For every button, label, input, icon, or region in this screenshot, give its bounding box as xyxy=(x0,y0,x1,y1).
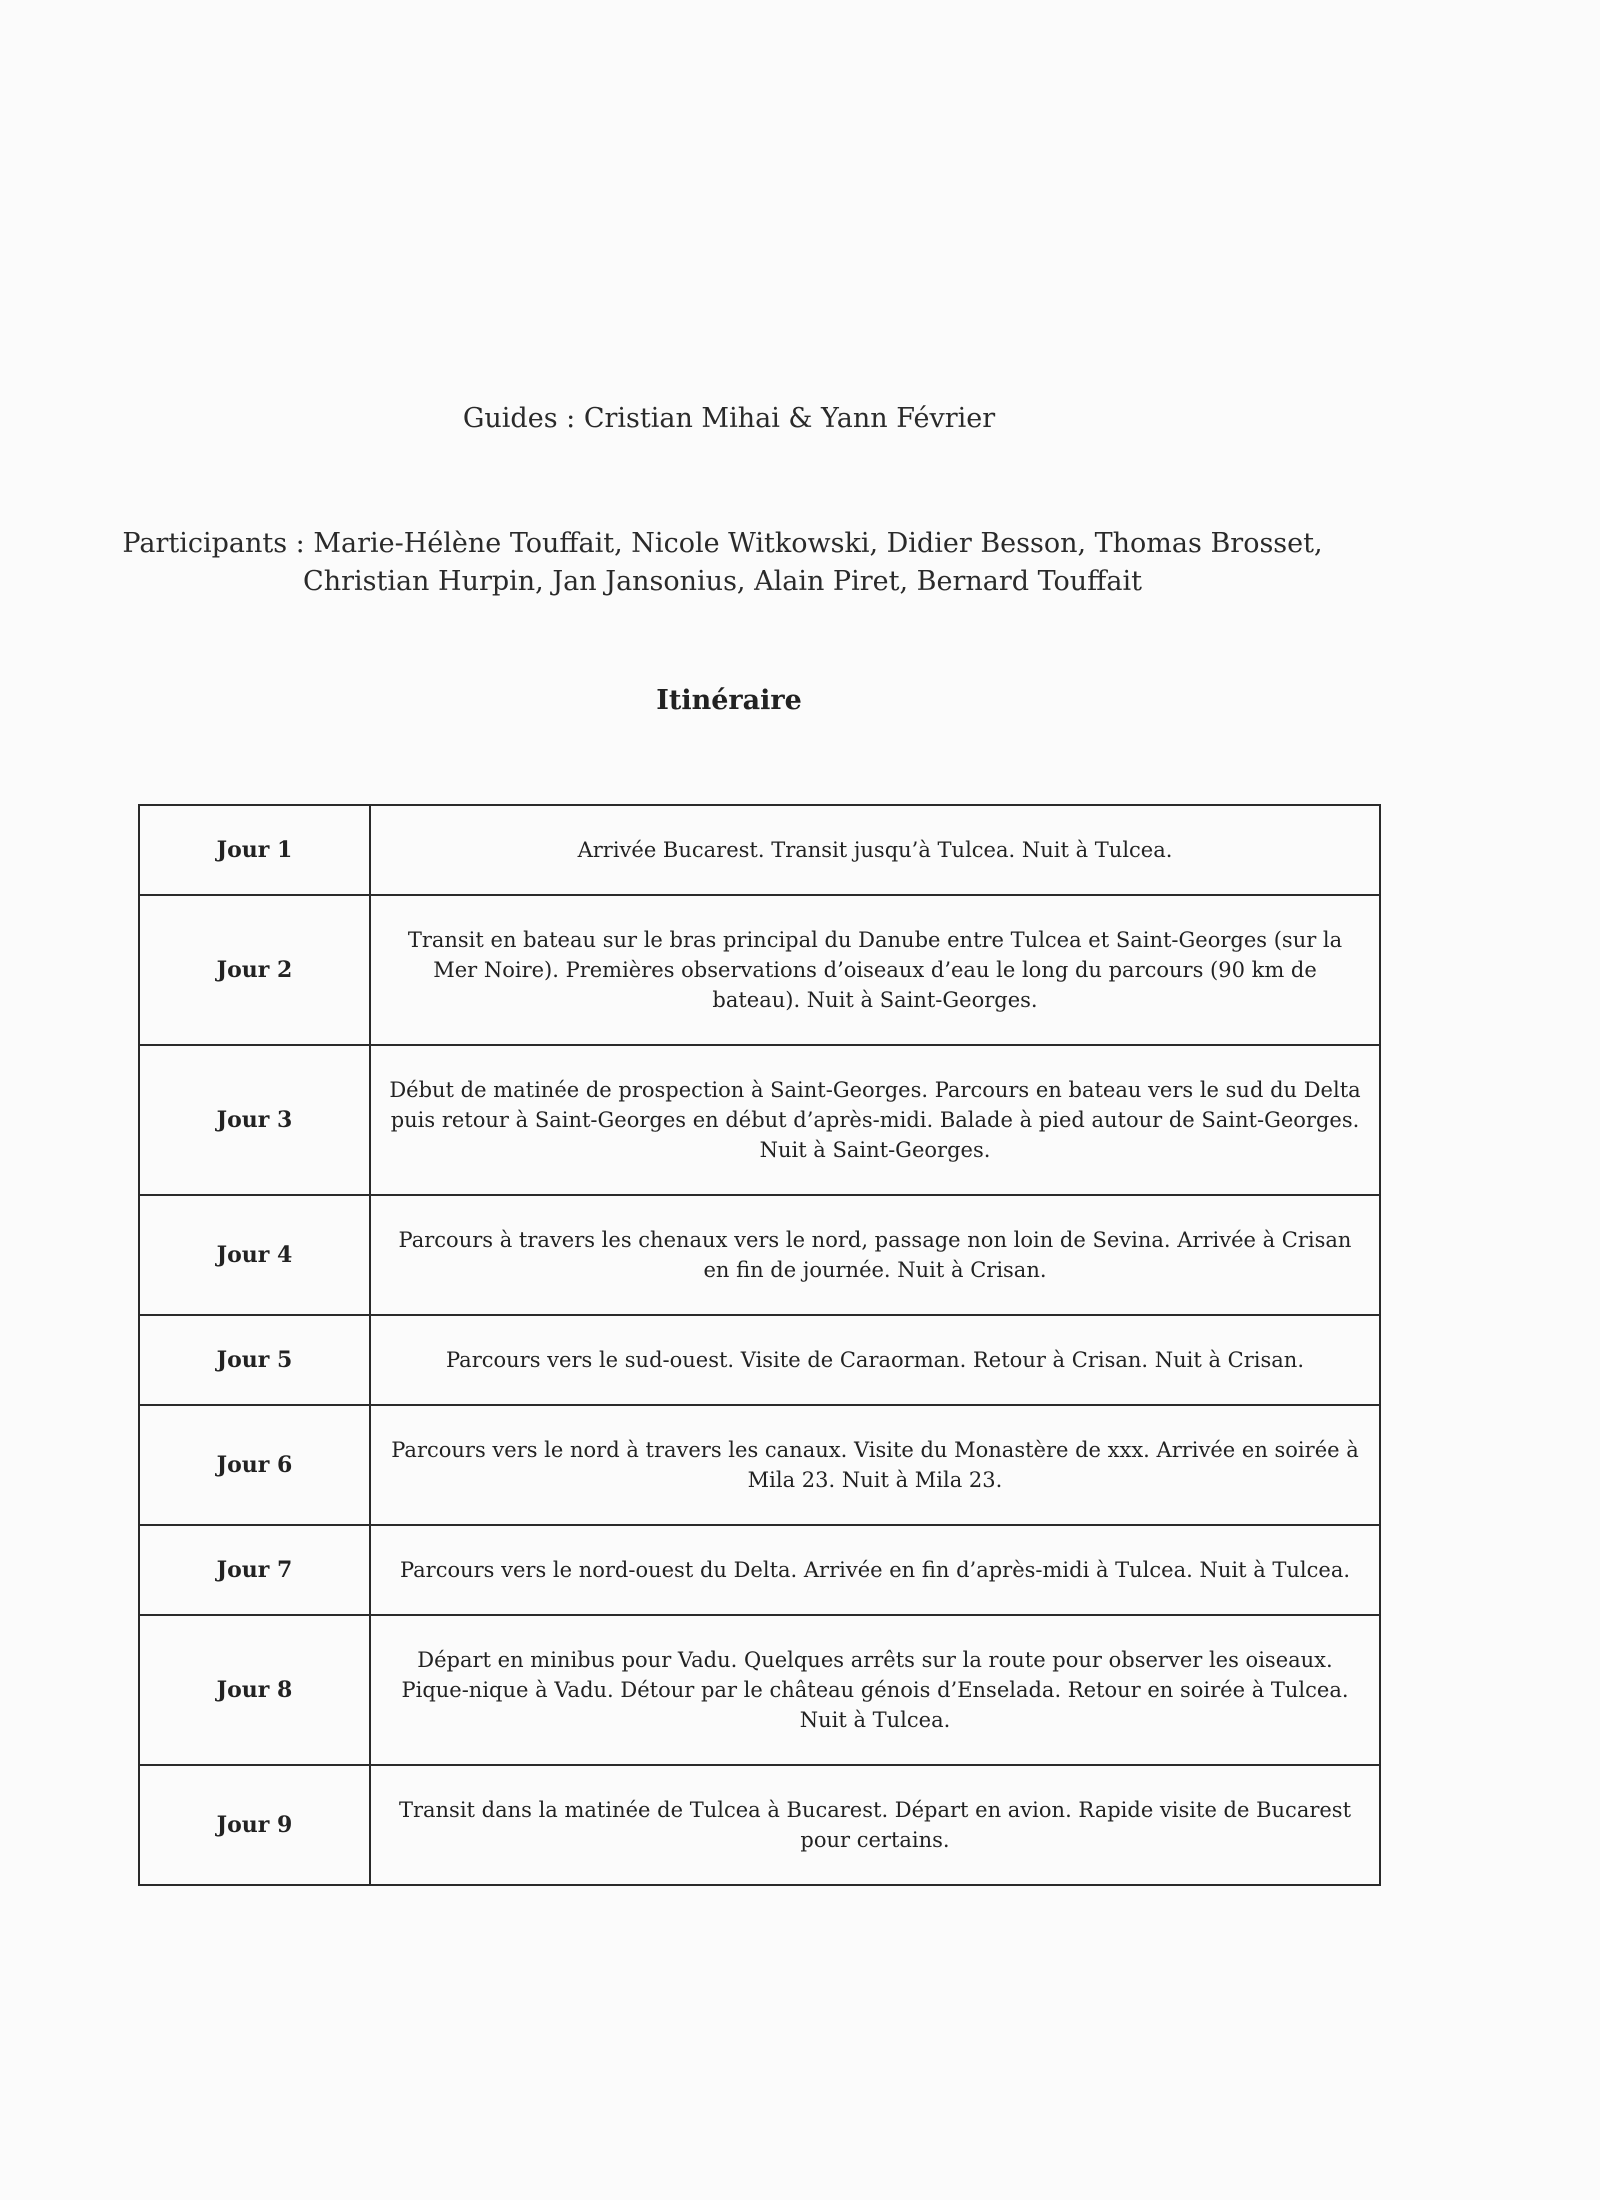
description-cell: Transit en bateau sur le bras principal du Danube entre Tulcea et Saint-Georges (sur la Mer Noire). Premières observations d’oiseaux d’eau le long du parcours (90 km de bateau). Nuit à Saint-Georges. xyxy=(370,895,1380,1045)
day-cell: Jour 3 xyxy=(139,1045,370,1195)
table-row xyxy=(139,1765,1380,1885)
description-cell: Arrivée Bucarest. Transit jusqu’à Tulcea. Nuit à Tulcea. xyxy=(370,805,1380,895)
description-cell: Parcours vers le nord-ouest du Delta. Arrivée en fin d’après-midi à Tulcea. Nuit à Tulcea. xyxy=(370,1525,1380,1615)
table-row xyxy=(139,1195,1380,1315)
table-row xyxy=(139,1405,1380,1525)
day-cell: Jour 8 xyxy=(139,1615,370,1765)
table-row xyxy=(139,1525,1380,1615)
description-cell: Parcours vers le sud-ouest. Visite de Caraorman. Retour à Crisan. Nuit à Crisan. xyxy=(370,1315,1380,1405)
table-row xyxy=(139,1615,1380,1765)
day-cell: Jour 1 xyxy=(139,805,370,895)
table-row xyxy=(139,895,1380,1045)
day-cell: Jour 6 xyxy=(139,1405,370,1525)
day-cell: Jour 7 xyxy=(139,1525,370,1615)
description-cell: Parcours vers le nord à travers les canaux. Visite du Monastère de xxx. Arrivée en soirée à Mila 23. Nuit à Mila 23. xyxy=(370,1405,1380,1525)
table-row xyxy=(139,1315,1380,1405)
day-cell: Jour 5 xyxy=(139,1315,370,1405)
participants-block xyxy=(100,525,1345,601)
participants-line-2: Christian Hurpin, Jan Jansonius, Alain Piret, Bernard Touffait xyxy=(303,566,1142,597)
description-cell: Début de matinée de prospection à Saint-Georges. Parcours en bateau vers le sud du Delta puis retour à Saint-Georges en début d’après-midi. Balade à pied autour de Saint-Georges. Nuit à Saint-Georges. xyxy=(370,1045,1380,1195)
day-cell: Jour 2 xyxy=(139,895,370,1045)
day-cell: Jour 4 xyxy=(139,1195,370,1315)
description-cell: Parcours à travers les chenaux vers le nord, passage non loin de Sevina. Arrivée à Crisan en fin de journée. Nuit à Crisan. xyxy=(370,1195,1380,1315)
participants-line-1: Participants : Marie-Hélène Touffait, Nicole Witkowski, Didier Besson, Thomas Brosset, xyxy=(122,528,1323,559)
table-row xyxy=(139,805,1380,895)
day-cell: Jour 9 xyxy=(139,1765,370,1885)
description-cell: Départ en minibus pour Vadu. Quelques arrêts sur la route pour observer les oiseaux. Pique-nique à Vadu. Détour par le château génois d’Enselada. Retour en soirée à Tulcea. Nuit à Tulcea. xyxy=(370,1615,1380,1765)
itinerary-title: Itinéraire xyxy=(656,685,802,716)
table-row xyxy=(139,1045,1380,1195)
itinerary-table xyxy=(138,804,1381,1886)
description-cell: Transit dans la matinée de Tulcea à Bucarest. Départ en avion. Rapide visite de Bucarest pour certains. xyxy=(370,1765,1380,1885)
guides-line: Guides : Cristian Mihai & Yann Février xyxy=(462,403,996,434)
